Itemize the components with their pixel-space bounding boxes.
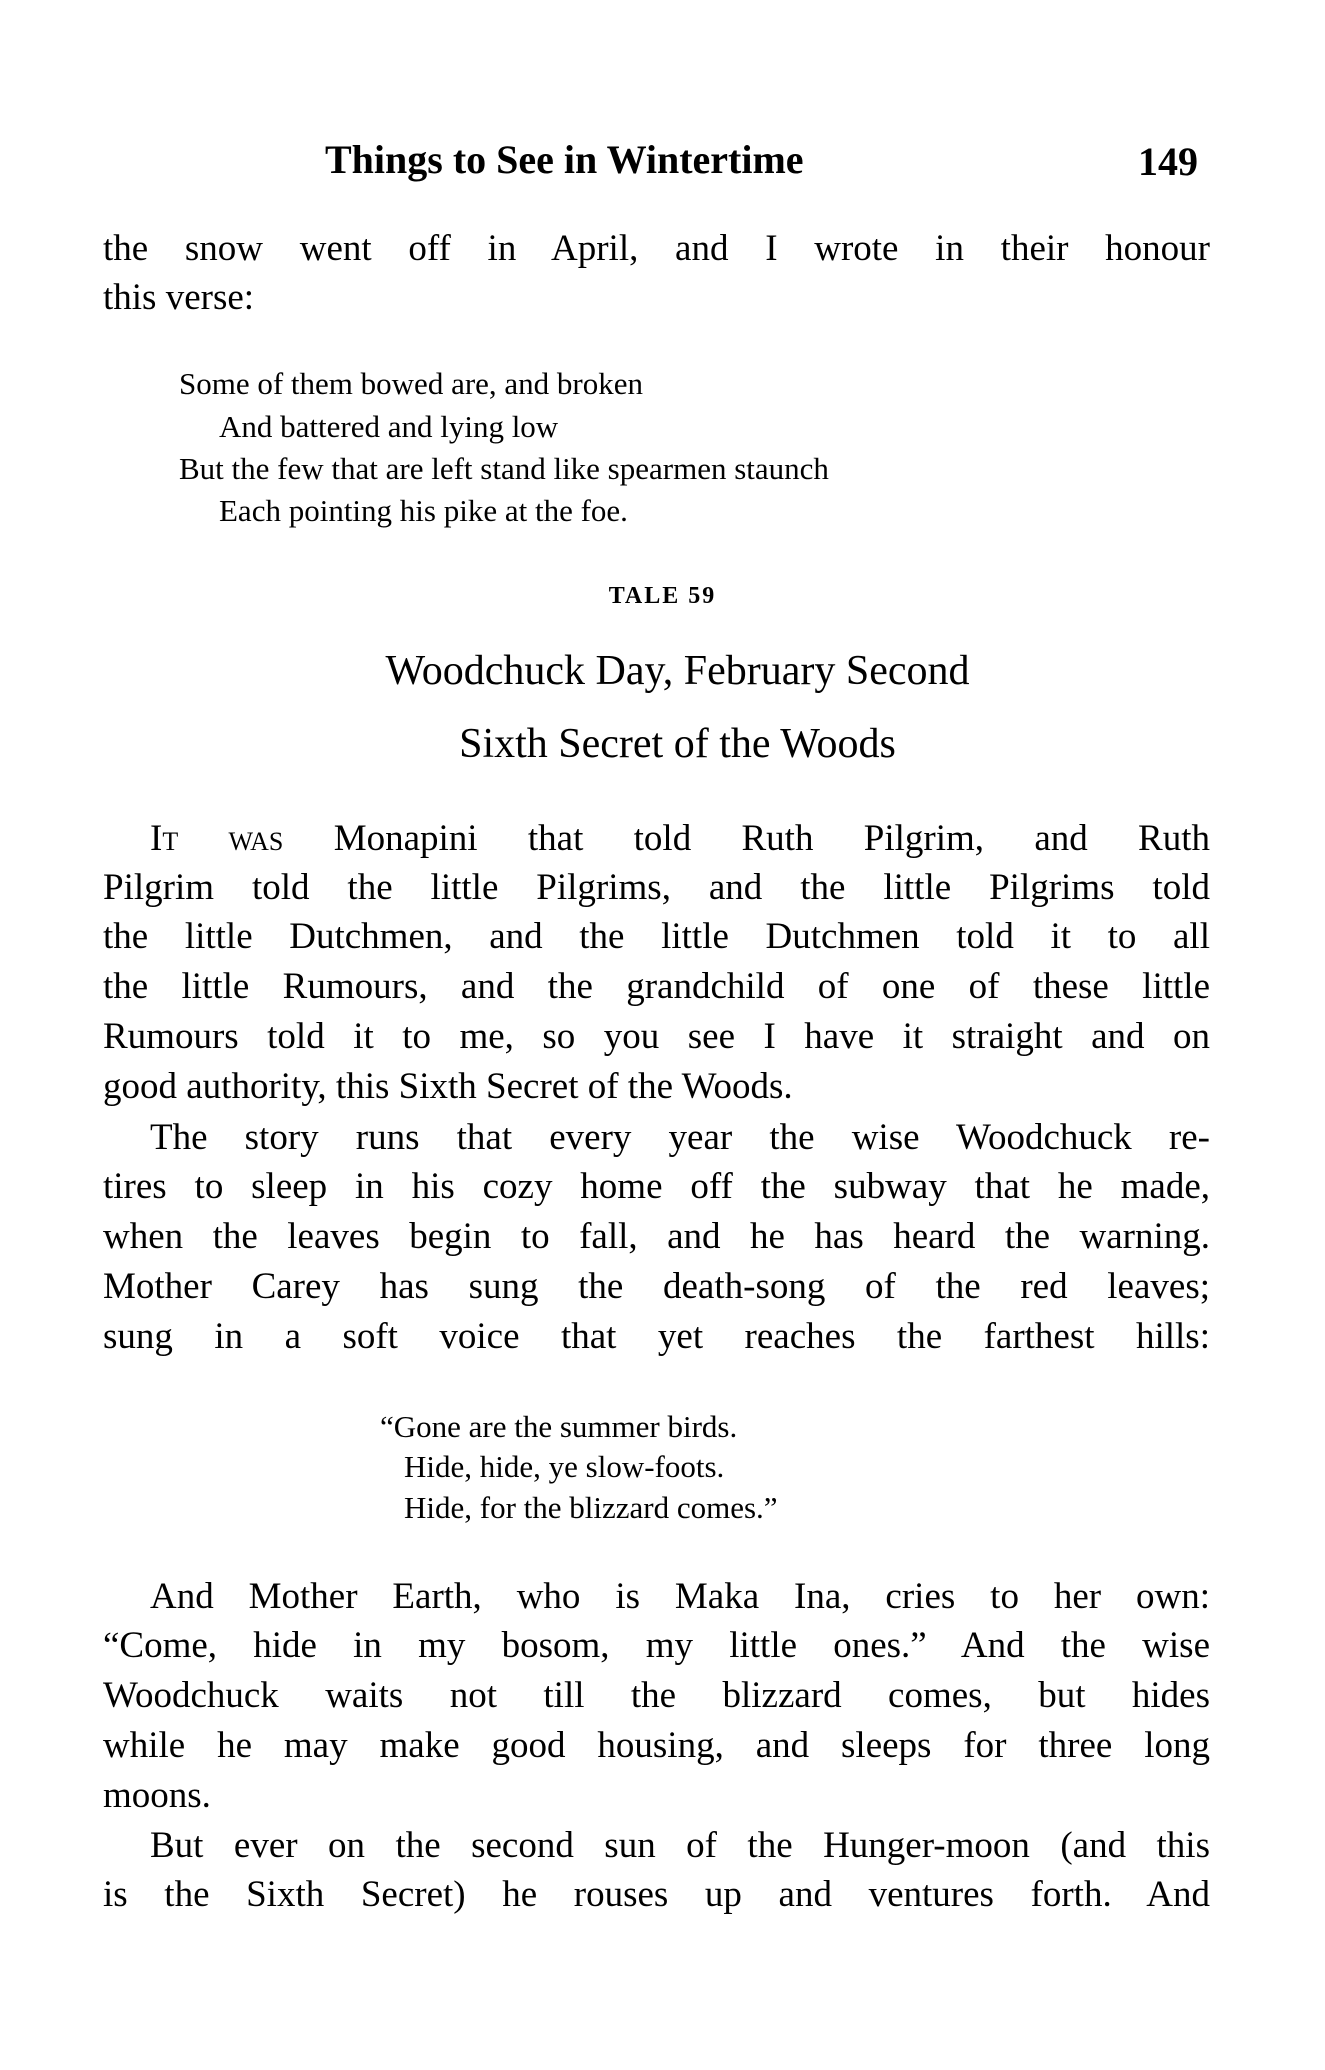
text-line: tires to sleep in his cozy home off the subway that he made, — [103, 1166, 1210, 1207]
text-line: the little Rumours, and the grandchild of one of these little — [103, 966, 1210, 1007]
text-line: It was Monapini that told Ruth Pilgrim, and Ruth — [150, 818, 1211, 859]
verse-line: “Gone are the summer birds. — [380, 1409, 738, 1444]
text-line: And Mother Earth, who is Maka Ina, cries to her own: — [150, 1576, 1210, 1617]
text-line: But ever on the second sun of the Hunger-moon (and this — [150, 1825, 1210, 1866]
chapter-subtitle: Sixth Secret of the Woods — [459, 721, 896, 767]
verse-line: And battered and lying low — [219, 409, 559, 444]
text-line: “Come, hide in my bosom, my little ones.” And the wise — [103, 1625, 1210, 1666]
verse-line: Each pointing his pike at the foe. — [219, 493, 628, 528]
text-line: the snow went off in April, and I wrote in their honour — [103, 228, 1210, 269]
tale-label: TALE 59 — [608, 583, 717, 609]
text-line: Mother Carey has sung the death-song of the red leaves; — [103, 1266, 1210, 1307]
text-line: moons. — [103, 1775, 211, 1816]
verse-line: Some of them bowed are, and broken — [179, 366, 644, 401]
text-line: The story runs that every year the wise Woodchuck re- — [150, 1117, 1210, 1158]
text-line: while he may make good housing, and sleeps for three long — [103, 1725, 1210, 1766]
text-line: good authority, this Sixth Secret of the Woods. — [103, 1066, 793, 1107]
verse-line: But the few that are left stand like spearmen staunch — [179, 451, 829, 486]
page-number: 149 — [1138, 139, 1198, 184]
text-line: Rumours told it to me, so you see I have it straight and on — [103, 1016, 1210, 1057]
text-line: when the leaves begin to fall, and he has heard the warning. — [103, 1216, 1210, 1257]
text-line: Woodchuck waits not till the blizzard comes, but hides — [103, 1675, 1210, 1716]
dropcap: It was — [150, 818, 284, 859]
text-line: sung in a soft voice that yet reaches the farthest hills: — [103, 1316, 1210, 1357]
text-line: is the Sixth Secret) he rouses up and ventures forth. And — [103, 1874, 1210, 1915]
chapter-title: Woodchuck Day, February Second — [385, 648, 970, 694]
running-title: Things to See in Wintertime — [325, 137, 804, 182]
text-line: Pilgrim told the little Pilgrims, and the little Pilgrims told — [103, 867, 1210, 908]
text-line: the little Dutchmen, and the little Dutchmen told it to all — [103, 916, 1210, 957]
text-line: this verse: — [103, 277, 255, 318]
verse-line: Hide, hide, ye slow-foots. — [404, 1449, 725, 1484]
verse-line: Hide, for the blizzard comes.” — [404, 1490, 778, 1525]
